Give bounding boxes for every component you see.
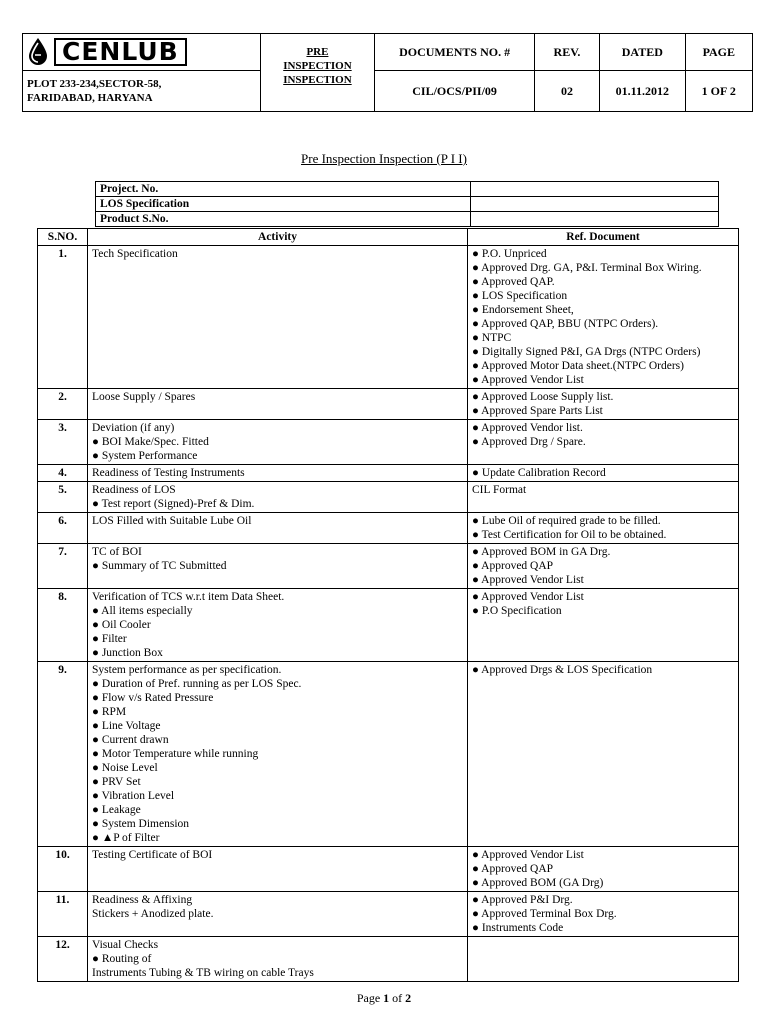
activity-line: ● System Dimension	[92, 818, 190, 830]
row-activity	[88, 246, 468, 389]
ref-document-line: CIL Format	[472, 484, 527, 496]
row-sno: 5.	[38, 482, 88, 513]
ref-document-line: ● LOS Specification	[472, 290, 568, 302]
ref-document-line: ● Approved QAP, BBU (NTPC Orders).	[472, 318, 659, 330]
ref-document-line: ● Approved Spare Parts List	[472, 405, 603, 417]
inspection-table	[37, 228, 739, 982]
row-sno: 3.	[38, 420, 88, 465]
sno-column-header: S.NO.	[38, 229, 88, 246]
company-logo-cell	[23, 34, 261, 71]
activity-line: ● Duration of Pref. running as per LOS Spec.	[92, 678, 302, 690]
ref-document-line: ● Approved BOM in GA Drg.	[472, 546, 611, 558]
page-footer	[0, 991, 768, 1006]
row-ref-document	[468, 544, 739, 589]
activity-line: Stickers + Anodized plate.	[92, 908, 214, 920]
activity-line: ● RPM	[92, 706, 127, 718]
ref-document-line: ● Approved Vendor List	[472, 574, 584, 586]
dated-label: DATED	[600, 34, 686, 71]
ref-document-line: ● Endorsement Sheet,	[472, 304, 574, 316]
activity-line: ● Flow v/s Rated Pressure	[92, 692, 214, 704]
ref-document-column-header: Ref. Document	[468, 229, 739, 246]
row-activity	[88, 513, 468, 544]
product-sno-label: Product S.No.	[96, 212, 471, 227]
row-sno: 11.	[38, 892, 88, 937]
ref-document-line: ● Approved Loose Supply list.	[472, 391, 614, 403]
activity-line: ● All items especially	[92, 605, 193, 617]
row-ref-document	[468, 662, 739, 847]
activity-line: System performance as per specification.	[92, 664, 282, 676]
row-activity	[88, 465, 468, 482]
activity-line: ● Oil Cooler	[92, 619, 151, 631]
row-activity	[88, 662, 468, 847]
activity-line: Loose Supply / Spares	[92, 391, 196, 403]
row-ref-document	[468, 589, 739, 662]
row-sno: 7.	[38, 544, 88, 589]
row-sno: 12.	[38, 937, 88, 982]
row-ref-document	[468, 482, 739, 513]
table-row	[38, 892, 739, 937]
activity-line: ● Current drawn	[92, 734, 169, 746]
table-row	[38, 937, 739, 982]
row-activity	[88, 892, 468, 937]
row-activity	[88, 937, 468, 982]
activity-line: ● Junction Box	[92, 647, 163, 659]
activity-line: LOS Filled with Suitable Lube Oil	[92, 515, 252, 527]
row-ref-document	[468, 389, 739, 420]
row-sno: 9.	[38, 662, 88, 847]
row-activity	[88, 544, 468, 589]
doc-type-title	[260, 34, 375, 112]
activity-line: Testing Certificate of BOI	[92, 849, 213, 861]
document-header	[22, 33, 753, 112]
address-line-1: PLOT 233-234,SECTOR-58,	[27, 78, 162, 90]
activity-column-header: Activity	[88, 229, 468, 246]
ref-document-line: ● Approved Vendor List	[472, 591, 584, 603]
page-label: PAGE	[685, 34, 752, 71]
ref-document-line: ● Approved Vendor List	[472, 849, 584, 861]
document-title: Pre Inspection Inspection (P I I)	[301, 151, 467, 166]
row-activity	[88, 589, 468, 662]
oil-drop-icon	[27, 37, 49, 67]
activity-line: ● BOI Make/Spec. Fitted	[92, 436, 209, 448]
ref-document-line: ● Update Calibration Record	[472, 467, 606, 479]
table-row	[38, 847, 739, 892]
ref-document-line: ● Digitally Signed P&I, GA Drgs (NTPC Orders)	[472, 346, 701, 358]
table-row	[38, 513, 739, 544]
activity-line: Instruments Tubing & TB wiring on cable Trays	[92, 967, 314, 979]
table-header-row	[38, 229, 739, 246]
ref-document-line: ● Approved QAP	[472, 560, 554, 572]
activity-line: Readiness of LOS	[92, 484, 176, 496]
ref-document-line: ● Approved Terminal Box Drg.	[472, 908, 617, 920]
table-row	[38, 589, 739, 662]
ref-document-line: ● Approved Drg. GA, P&I. Terminal Box Wiring.	[472, 262, 702, 274]
company-name: CENLUB	[62, 37, 179, 66]
activity-line: ● ▲P of Filter	[92, 832, 160, 844]
ref-document-line: ● P.O. Unpriced	[472, 248, 547, 260]
doc-type-line: INSPECTION	[283, 74, 352, 86]
ref-document-line: ● NTPC	[472, 332, 512, 344]
row-ref-document	[468, 513, 739, 544]
activity-line: Visual Checks	[92, 939, 159, 951]
company-logo	[27, 37, 260, 67]
product-sno-field	[471, 212, 719, 227]
table-row	[38, 389, 739, 420]
page-value: 1 OF 2	[685, 71, 752, 112]
doc-no-label: DOCUMENTS NO. #	[375, 34, 534, 71]
footer-prefix: Page	[356, 991, 384, 1005]
footer-total-pages: 2	[405, 991, 412, 1005]
ref-document-line: ● Approved Drg / Spare.	[472, 436, 586, 448]
ref-document-line: ● Lube Oil of required grade to be filled.	[472, 515, 661, 527]
doc-type-line: PRE	[306, 46, 329, 58]
logo-wordmark-box	[54, 38, 187, 66]
activity-line: ● Motor Temperature while running	[92, 748, 259, 760]
rev-value: 02	[534, 71, 599, 112]
row-activity	[88, 482, 468, 513]
table-row	[38, 246, 739, 389]
activity-line: ● Summary of TC Submitted	[92, 560, 227, 572]
project-info-table	[95, 181, 719, 227]
activity-line: Deviation (if any)	[92, 422, 175, 434]
row-sno: 10.	[38, 847, 88, 892]
ref-document-line: ● Approved QAP.	[472, 276, 555, 288]
footer-current-page: 1	[383, 991, 390, 1005]
rev-label: REV.	[534, 34, 599, 71]
doc-no-value: CIL/OCS/PII/09	[375, 71, 534, 112]
los-spec-field	[471, 197, 719, 212]
activity-line: Readiness of Testing Instruments	[92, 467, 245, 479]
table-row	[38, 544, 739, 589]
activity-line: ● Test report (Signed)-Pref & Dim.	[92, 498, 255, 510]
los-spec-label: LOS Specification	[96, 197, 471, 212]
row-activity	[88, 847, 468, 892]
activity-line: TC of BOI	[92, 546, 142, 558]
row-sno: 8.	[38, 589, 88, 662]
row-sno: 6.	[38, 513, 88, 544]
ref-document-line: ● Approved Vendor list.	[472, 422, 583, 434]
address-line-2: FARIDABAD, HARYANA	[27, 92, 153, 104]
activity-line: ● Line Voltage	[92, 720, 161, 732]
table-row	[38, 420, 739, 465]
row-ref-document	[468, 465, 739, 482]
project-no-field	[471, 182, 719, 197]
row-activity	[88, 389, 468, 420]
activity-line: ● Routing of	[92, 953, 152, 965]
activity-line: ● Leakage	[92, 804, 141, 816]
ref-document-line: ● Instruments Code	[472, 922, 564, 934]
activity-line: Readiness & Affixing	[92, 894, 193, 906]
row-ref-document	[468, 892, 739, 937]
row-sno: 2.	[38, 389, 88, 420]
doc-type-line: INSPECTION	[283, 60, 352, 72]
activity-line: ● Vibration Level	[92, 790, 175, 802]
activity-line: ● Noise Level	[92, 762, 158, 774]
row-sno: 1.	[38, 246, 88, 389]
row-ref-document	[468, 246, 739, 389]
ref-document-line: ● Approved Vendor List	[472, 374, 584, 386]
row-ref-document	[468, 937, 739, 982]
row-sno: 4.	[38, 465, 88, 482]
row-ref-document	[468, 847, 739, 892]
activity-line: Verification of TCS w.r.t item Data Sheet.	[92, 591, 285, 603]
activity-line: Tech Specification	[92, 248, 178, 260]
project-no-label: Project. No.	[96, 182, 471, 197]
ref-document-line: ● Approved BOM (GA Drg)	[472, 877, 604, 889]
row-ref-document	[468, 420, 739, 465]
ref-document-line: ● Approved P&I Drg.	[472, 894, 573, 906]
table-row	[38, 465, 739, 482]
ref-document-line: ● Approved Drgs & LOS Specification	[472, 664, 653, 676]
activity-line: ● PRV Set	[92, 776, 141, 788]
ref-document-line: ● Approved QAP	[472, 863, 554, 875]
table-row	[38, 482, 739, 513]
table-row	[38, 662, 739, 847]
activity-line: ● System Performance	[92, 450, 198, 462]
activity-line: ● Filter	[92, 633, 127, 645]
row-activity	[88, 420, 468, 465]
ref-document-line: ● Test Certification for Oil to be obtained.	[472, 529, 667, 541]
footer-middle: of	[389, 991, 406, 1005]
dated-value: 01.11.2012	[600, 71, 686, 112]
company-address	[23, 71, 261, 112]
ref-document-line: ● P.O Specification	[472, 605, 562, 617]
ref-document-line: ● Approved Motor Data sheet.(NTPC Orders)	[472, 360, 684, 372]
